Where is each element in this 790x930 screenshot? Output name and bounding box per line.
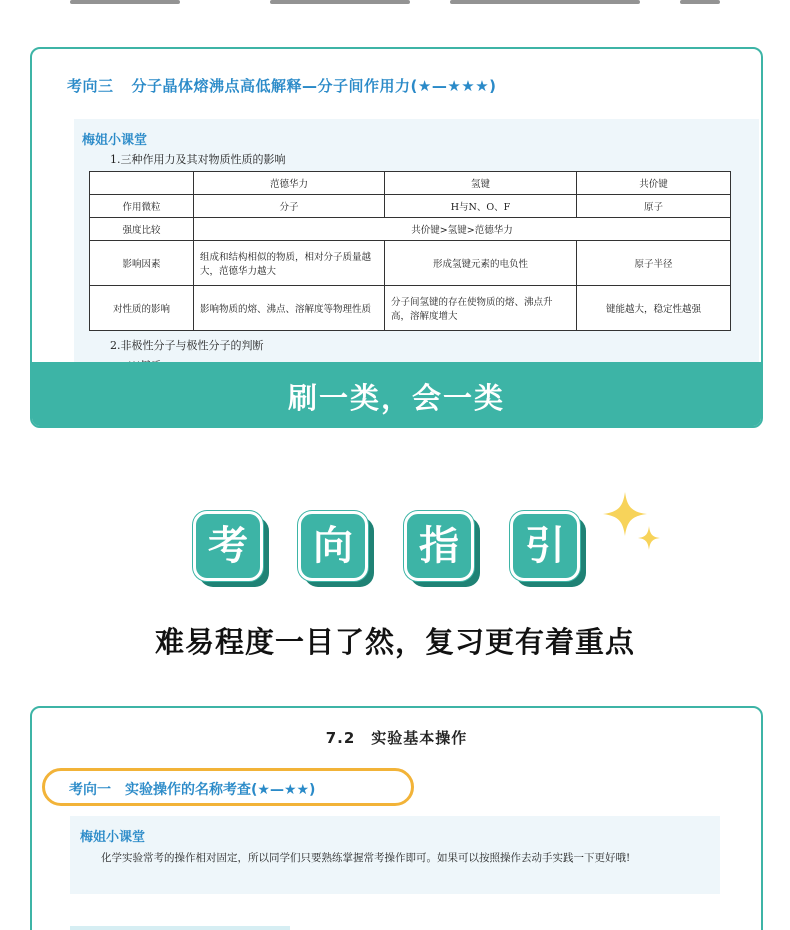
tile-glyph: 向 (313, 523, 353, 569)
table-cell: H与N、O、F (385, 195, 577, 218)
table-cell: 分子 (194, 195, 385, 218)
banner-text: 刷一类，会一类 (287, 381, 505, 415)
sparkle-icon (597, 490, 667, 560)
tile-yin (510, 511, 586, 587)
row-label: 强度比较 (90, 218, 194, 241)
section-title: 7.2 实验基本操作 (325, 729, 468, 747)
banner-band (32, 362, 761, 428)
table-cell: 键能越大，稳定性越强 (577, 286, 731, 331)
table-cell: 原子 (577, 195, 731, 218)
table-row (90, 218, 731, 241)
tile-glyph: 考 (208, 523, 248, 569)
topic-title: 分子晶体熔沸点高低解释—分子间作用力(★—★★★) (131, 77, 497, 95)
tile-xiang (298, 511, 374, 587)
topic-number: 考向三 (67, 77, 114, 95)
table-row (90, 286, 731, 331)
table-header-cell: 范德华力 (194, 172, 385, 195)
topic-number: 考向一 (69, 782, 111, 798)
table-header-row (90, 172, 731, 195)
table-cell: 组成和结构相似的物质，相对分子质量越大，范德华力越大 (194, 241, 385, 286)
subheading-forces: 1.三种作用力及其对物质性质的影响 (110, 153, 286, 166)
forces-comparison-table (89, 171, 731, 331)
cropped-text-remnant (70, 0, 720, 6)
sample-page-card (30, 47, 763, 428)
row-label: 对性质的影响 (90, 286, 194, 331)
table-row (90, 195, 731, 218)
table-cell (90, 172, 194, 195)
tile-glyph: 指 (419, 523, 459, 569)
table-cell: 形成氢键元素的电负性 (385, 241, 577, 286)
row-label: 作用微粒 (90, 195, 194, 218)
tile-kao (193, 511, 269, 587)
cropped-panel-edge (70, 926, 290, 930)
slogan: 难易程度一目了然，复习更有着重点 (154, 625, 635, 659)
row-label: 影响因素 (90, 241, 194, 286)
topic-title: 实验操作的名称考查(★—★★) (125, 782, 316, 798)
topic-heading (69, 779, 315, 799)
table-header-cell: 氢键 (385, 172, 577, 195)
classroom-text: 化学实验常考的操作相对固定，所以同学们只要熟练掌握常考操作即可。如果可以按照操作去动手实践一下更好哦! (101, 852, 631, 864)
classroom-label: 梅姐小课堂 (82, 133, 148, 148)
topic-pill (42, 768, 414, 806)
subheading-polarity: 2.非极性分子与极性分子的判断 (110, 339, 264, 352)
table-row (90, 241, 731, 286)
topic-heading (67, 75, 497, 96)
table-header-cell: 共价键 (577, 172, 731, 195)
table-cell: 分子间氢键的存在使物质的熔、沸点升高，溶解度增大 (385, 286, 577, 331)
table-cell: 原子半径 (577, 241, 731, 286)
tile-zhi (404, 511, 480, 587)
table-cell: 影响物质的熔、沸点、溶解度等物理性质 (194, 286, 385, 331)
tile-glyph: 引 (525, 523, 565, 569)
sample-page-card-2 (30, 706, 763, 930)
classroom-label: 梅姐小课堂 (80, 830, 146, 845)
table-cell: 共价键>氢键>范德华力 (194, 218, 731, 241)
